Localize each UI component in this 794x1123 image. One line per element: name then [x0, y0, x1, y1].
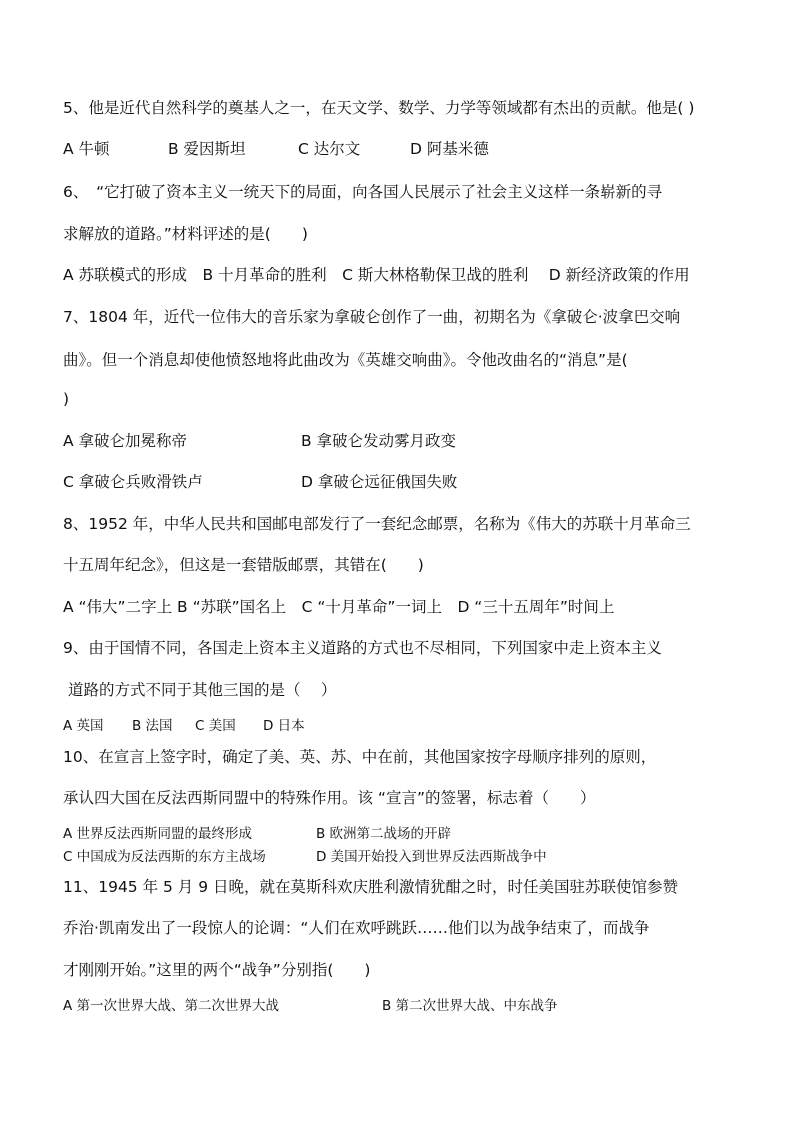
- q10-option-b: B 欧洲第二战场的开辟: [316, 826, 452, 842]
- q5-option-d: D 阿基米德: [410, 140, 489, 158]
- q11-option-a: A 第一次世界大战、第二次世界大战: [63, 998, 280, 1014]
- q9-option-a: A 英国: [63, 718, 104, 734]
- q11-option-b: B 第二次世界大战、中东战争: [382, 998, 558, 1014]
- q7-stem-line2: 曲》。但一个消息却使他愤怒地将此曲改为《英雄交响曲》。令他改曲名的“消息”是(: [63, 351, 628, 369]
- q6-stem-line2: 求解放的道路。”材料评述的是( ): [63, 225, 308, 243]
- q8-options: A “伟大”二字上 B “苏联”国名上 C “十月革命”一词上 D “三十五周年”时间上: [63, 598, 615, 616]
- q9-stem-line1: 9、由于国情不同，各国走上资本主义道路的方式也不尽相同，下列国家中走上资本主义: [63, 639, 662, 657]
- q7-option-a: A 拿破仑加冕称帝: [63, 432, 188, 450]
- q7-option-d: D 拿破仑远征俄国失败: [301, 473, 458, 491]
- q10-option-c: C 中国成为反法西斯的东方主战场: [63, 849, 266, 865]
- q6-options: A 苏联模式的形成 B 十月革命的胜利 C 斯大林格勒保卫战的胜利 D 新经济政策的作用: [63, 266, 690, 284]
- q9-stem-line2: 道路的方式不同于其他三国的是（ ）: [68, 681, 337, 699]
- q5-option-c: C 达尔文: [298, 140, 361, 158]
- q9-option-c: C 美国: [195, 718, 236, 734]
- q11-stem-line2: 乔治·凯南发出了一段惊人的论调：“人们在欢呼跳跃……他们以为战争结束了，而战争: [63, 919, 650, 937]
- q7-stem-line3: ): [63, 390, 70, 408]
- q5-option-b: B 爱因斯坦: [168, 140, 246, 158]
- q5-option-a: A 牛顿: [63, 140, 110, 158]
- q11-stem-line1: 11、1945 年 5 月 9 日晚，就在莫斯科欢庆胜利激情犹酣之时，时任美国驻苏联使馆参赞: [63, 878, 679, 896]
- q10-option-a: A 世界反法西斯同盟的最终形成: [63, 826, 253, 842]
- q9-option-d: D 日本: [263, 718, 305, 734]
- q8-stem-line1: 8、1952 年，中华人民共和国邮电部发行了一套纪念邮票，名称为《伟大的苏联十月革命三: [63, 515, 691, 533]
- q5-stem: 5、他是近代自然科学的奠基人之一，在天文学、数学、力学等领域都有杰出的贡献。他是( ): [63, 99, 695, 117]
- q8-stem-line2: 十五周年纪念》，但这是一套错版邮票，其错在( ): [63, 556, 424, 574]
- q6-stem-line1: 6、 “它打破了资本主义一统天下的局面，向各国人民展示了社会主义这样一条崭新的寻: [63, 183, 663, 201]
- q10-stem-line1: 10、在宣言上签字时，确定了美、英、苏、中在前，其他国家按字母顺序排列的原则，: [63, 748, 657, 766]
- q10-option-d: D 美国开始投入到世界反法西斯战争中: [316, 849, 547, 865]
- q7-option-c: C 拿破仑兵败滑铁卢: [63, 473, 203, 491]
- q7-option-b: B 拿破仑发动雾月政变: [301, 432, 457, 450]
- q7-stem-line1: 7、1804 年，近代一位伟大的音乐家为拿破仑创作了一曲，初期名为《拿破仑·波拿巴交响: [63, 308, 681, 326]
- q11-stem-line3: 才刚刚开始。”这里的两个“战争”分别指( ): [63, 961, 371, 979]
- q9-option-b: B 法国: [132, 718, 173, 734]
- q10-stem-line2: 承认四大国在反法西斯同盟中的特殊作用。该 “宣言”的签署，标志着（ ）: [63, 789, 596, 807]
